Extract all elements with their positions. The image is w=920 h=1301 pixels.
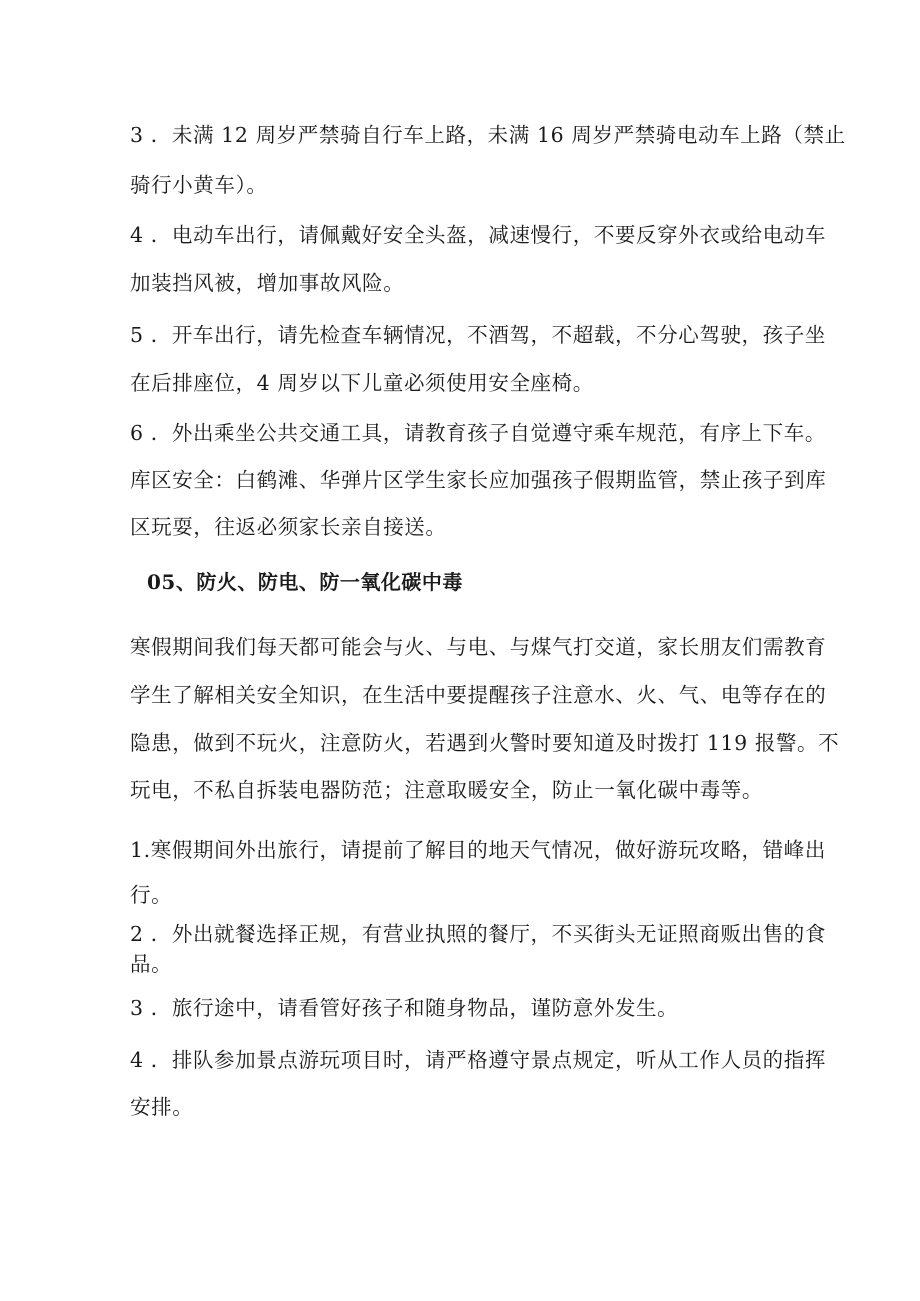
reservoir-safety-line-1: 库区安全：白鹤滩、华弹片区学生家长应加强孩子假期监管，禁止孩子到库 [130,468,827,492]
section-05-intro-line-2: 学生了解相关安全知识，在生活中要提醒孩子注意水、火、气、电等存在的 [130,683,827,707]
travel-item-1-line-2: 行。 [130,883,173,907]
travel-item-4-line-1: 4 ．排队参加景点游玩项目时，请严格遵守景点规定，听从工作人员的指挥 [130,1048,826,1072]
reservoir-safety-line-2: 区玩耍，往返必须家长亲自接送。 [130,515,447,539]
travel-item-1-line-1: 1.寒假期间外出旅行，请提前了解目的地天气情况，做好游玩攻略，错峰出 [130,838,826,862]
item-3-line-1: 3 ．未满 12 周岁严禁骑自行车上路，未满 16 周岁严禁骑电动车上路（禁止 [130,123,846,147]
section-05-intro-line-3: 隐患，做到不玩火，注意防火，若遇到火警时要知道及时拨打 119 报警。不 [130,731,840,755]
item-6-line-1: 6 ．外出乘坐公共交通工具，请教育孩子自觉遵守乘车规范，有序上下车。 [130,421,826,445]
travel-item-3-line-1: 3 ．旅行途中，请看管好孩子和随身物品，谨防意外发生。 [130,996,679,1020]
item-5-line-2: 在后排座位，4 周岁以下儿童必须使用安全座椅。 [130,371,594,395]
item-3-line-2: 骑行小黄车）。 [130,173,268,197]
section-05-intro-line-1: 寒假期间我们每天都可能会与火、与电、与煤气打交道，家长朋友们需教育 [130,635,827,659]
item-4-line-1: 4 ．电动车出行，请佩戴好安全头盔，减速慢行，不要反穿外衣或给电动车 [130,223,826,247]
travel-item-2-line-2: 品。 [130,952,173,976]
item-5-line-1: 5 ．开车出行，请先检查车辆情况，不酒驾，不超载，不分心驾驶，孩子坐 [130,323,826,347]
section-05-intro-line-4: 玩电，不私自拆装电器防范；注意取暖安全，防止一氧化碳中毒等。 [130,778,763,802]
travel-item-4-line-2: 安排。 [130,1095,194,1119]
travel-item-2-line-1: 2 ．外出就餐选择正规，有营业执照的餐厅，不买街头无证照商贩出售的食 [130,922,826,946]
section-05-heading: 05、防火、防电、防一氧化碳中毒 [147,570,463,594]
item-4-line-2: 加装挡风被，增加事故风险。 [130,271,405,295]
